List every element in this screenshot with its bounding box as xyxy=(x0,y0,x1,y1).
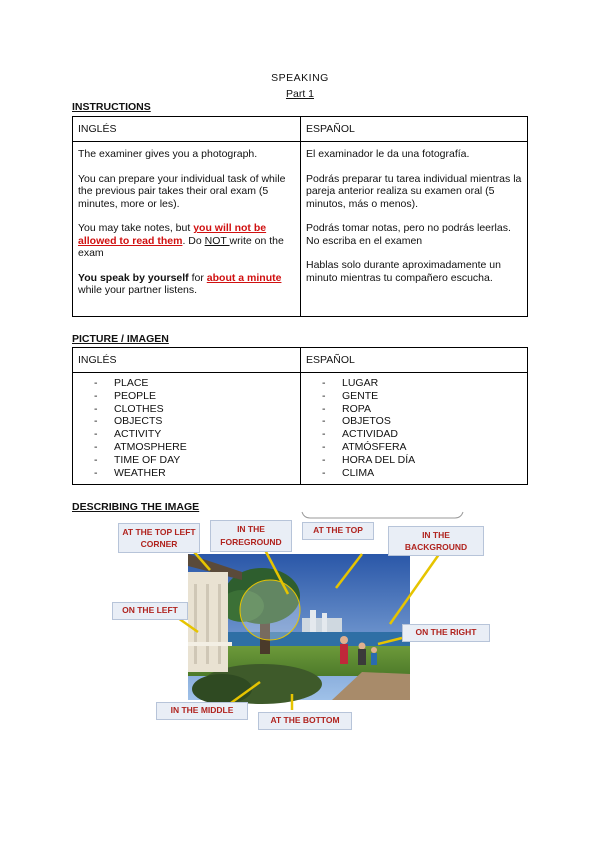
list-item xyxy=(322,377,522,390)
describing-figure xyxy=(112,514,492,734)
list-item xyxy=(322,454,522,467)
list-item-label: CLIMA xyxy=(342,466,375,479)
list-dash: - xyxy=(322,453,326,466)
label-background: IN THE BACKGROUND xyxy=(388,526,484,556)
list-dash: - xyxy=(322,440,326,453)
en-p3-text-3: write on the exam xyxy=(78,234,284,259)
list-item-label: ACTIVITY xyxy=(114,428,162,441)
list-item xyxy=(322,403,522,416)
list-item-label: OBJECTS xyxy=(114,415,163,428)
list-item xyxy=(322,415,522,428)
picture-en-list xyxy=(94,377,295,479)
en-paragraph-4 xyxy=(78,272,295,297)
picture-table xyxy=(72,347,528,485)
list-dash: - xyxy=(322,377,326,389)
en-p3-not: NOT xyxy=(204,234,230,247)
en-paragraph-3 xyxy=(78,222,295,260)
list-item xyxy=(322,428,522,441)
list-dash: - xyxy=(94,466,98,479)
list-dash: - xyxy=(94,453,98,466)
es-paragraph-1: El examinador le da una fotografía. xyxy=(306,148,470,160)
list-dash: - xyxy=(94,415,98,428)
list-item-label: GENTE xyxy=(342,389,379,402)
list-item xyxy=(94,415,295,428)
picture-col-en: INGLÉS xyxy=(73,348,301,373)
label-top: AT THE TOP xyxy=(302,522,374,540)
describing-heading: DESCRIBING THE IMAGE xyxy=(72,501,200,513)
en-p3-text-2: . Do xyxy=(182,234,205,247)
list-item-label: TIME OF DAY xyxy=(114,453,181,466)
list-item-label: WEATHER xyxy=(114,466,166,479)
en-p4-bold: You speak by yourself xyxy=(78,271,189,284)
list-item xyxy=(94,454,295,467)
list-dash: - xyxy=(94,377,98,389)
list-dash: - xyxy=(322,466,326,479)
list-item-label: HORA DEL DÍA xyxy=(342,453,416,466)
page-title: SPEAKING xyxy=(271,72,329,84)
list-item-label: LUGAR xyxy=(342,377,379,389)
list-item-label: ATMÓSFERA xyxy=(342,440,407,453)
en-paragraph-1: The examiner gives you a photograph. xyxy=(78,148,258,160)
list-item xyxy=(94,403,295,416)
list-item-label: ROPA xyxy=(342,402,371,415)
label-left: ON THE LEFT xyxy=(112,602,188,620)
en-p3-highlight: you will not be allowed to read them xyxy=(78,222,267,247)
picture-en-cell xyxy=(73,373,301,485)
list-item-label: PEOPLE xyxy=(114,389,157,402)
list-dash: - xyxy=(94,389,98,402)
list-item-label: ACTIVIDAD xyxy=(342,428,399,441)
en-p4-text-2: while your partner listens. xyxy=(78,284,198,296)
es-paragraph-4: Hablas solo durante aproximadamente un minuto mientras tu compañero escucha. xyxy=(306,259,501,284)
list-item xyxy=(322,467,522,480)
en-p3-text: You may take notes, but xyxy=(78,222,194,234)
list-item-label: CLOTHES xyxy=(114,402,164,415)
picture-heading: PICTURE / IMAGEN xyxy=(72,333,169,345)
picture-es-list xyxy=(322,377,522,479)
list-item-label: PLACE xyxy=(114,377,149,389)
list-item-label: ATMOSPHERE xyxy=(114,440,187,453)
list-dash: - xyxy=(322,389,326,402)
instructions-en-cell xyxy=(73,142,301,317)
list-dash: - xyxy=(94,440,98,453)
instructions-col-en: INGLÉS xyxy=(73,117,301,142)
label-right: ON THE RIGHT xyxy=(402,624,490,642)
list-item xyxy=(322,441,522,454)
picture-col-es: ESPAÑOL xyxy=(301,348,528,373)
es-paragraph-2: Podrás preparar tu tarea individual mientras la pareja anterior realiza su examen oral (5 minutos, más o menos). xyxy=(306,172,522,210)
label-top-left-corner: AT THE TOP LEFT CORNER xyxy=(118,523,200,553)
en-paragraph-2: You can prepare your individual task of while the previous pair takes their oral exam (5 minutes, more or les). xyxy=(78,172,286,210)
instructions-es-cell xyxy=(301,142,528,317)
en-p4-highlight: about a minute xyxy=(206,271,282,284)
list-item xyxy=(94,377,295,390)
list-item xyxy=(94,441,295,454)
list-item xyxy=(94,428,295,441)
list-item-label: OBJETOS xyxy=(342,415,391,428)
list-dash: - xyxy=(322,428,326,441)
list-item xyxy=(94,467,295,480)
list-dash: - xyxy=(94,402,98,415)
es-paragraph-3: Podrás tomar notas, pero no podrás leerlas. No escriba en el examen xyxy=(306,222,511,247)
label-foreground: IN THE FOREGROUND xyxy=(210,520,292,552)
instructions-table xyxy=(72,116,528,317)
page-subtitle: Part 1 xyxy=(285,88,314,100)
label-middle: IN THE MIDDLE xyxy=(156,702,248,720)
label-bottom: AT THE BOTTOM xyxy=(258,712,352,730)
instructions-heading: INSTRUCTIONS xyxy=(72,101,151,113)
list-dash: - xyxy=(94,428,98,441)
list-item xyxy=(322,390,522,403)
instructions-col-es: ESPAÑOL xyxy=(301,117,528,142)
list-dash: - xyxy=(322,402,326,415)
picture-es-cell xyxy=(301,373,528,485)
list-item xyxy=(94,390,295,403)
list-dash: - xyxy=(322,415,326,428)
en-p4-text: for xyxy=(188,271,207,284)
